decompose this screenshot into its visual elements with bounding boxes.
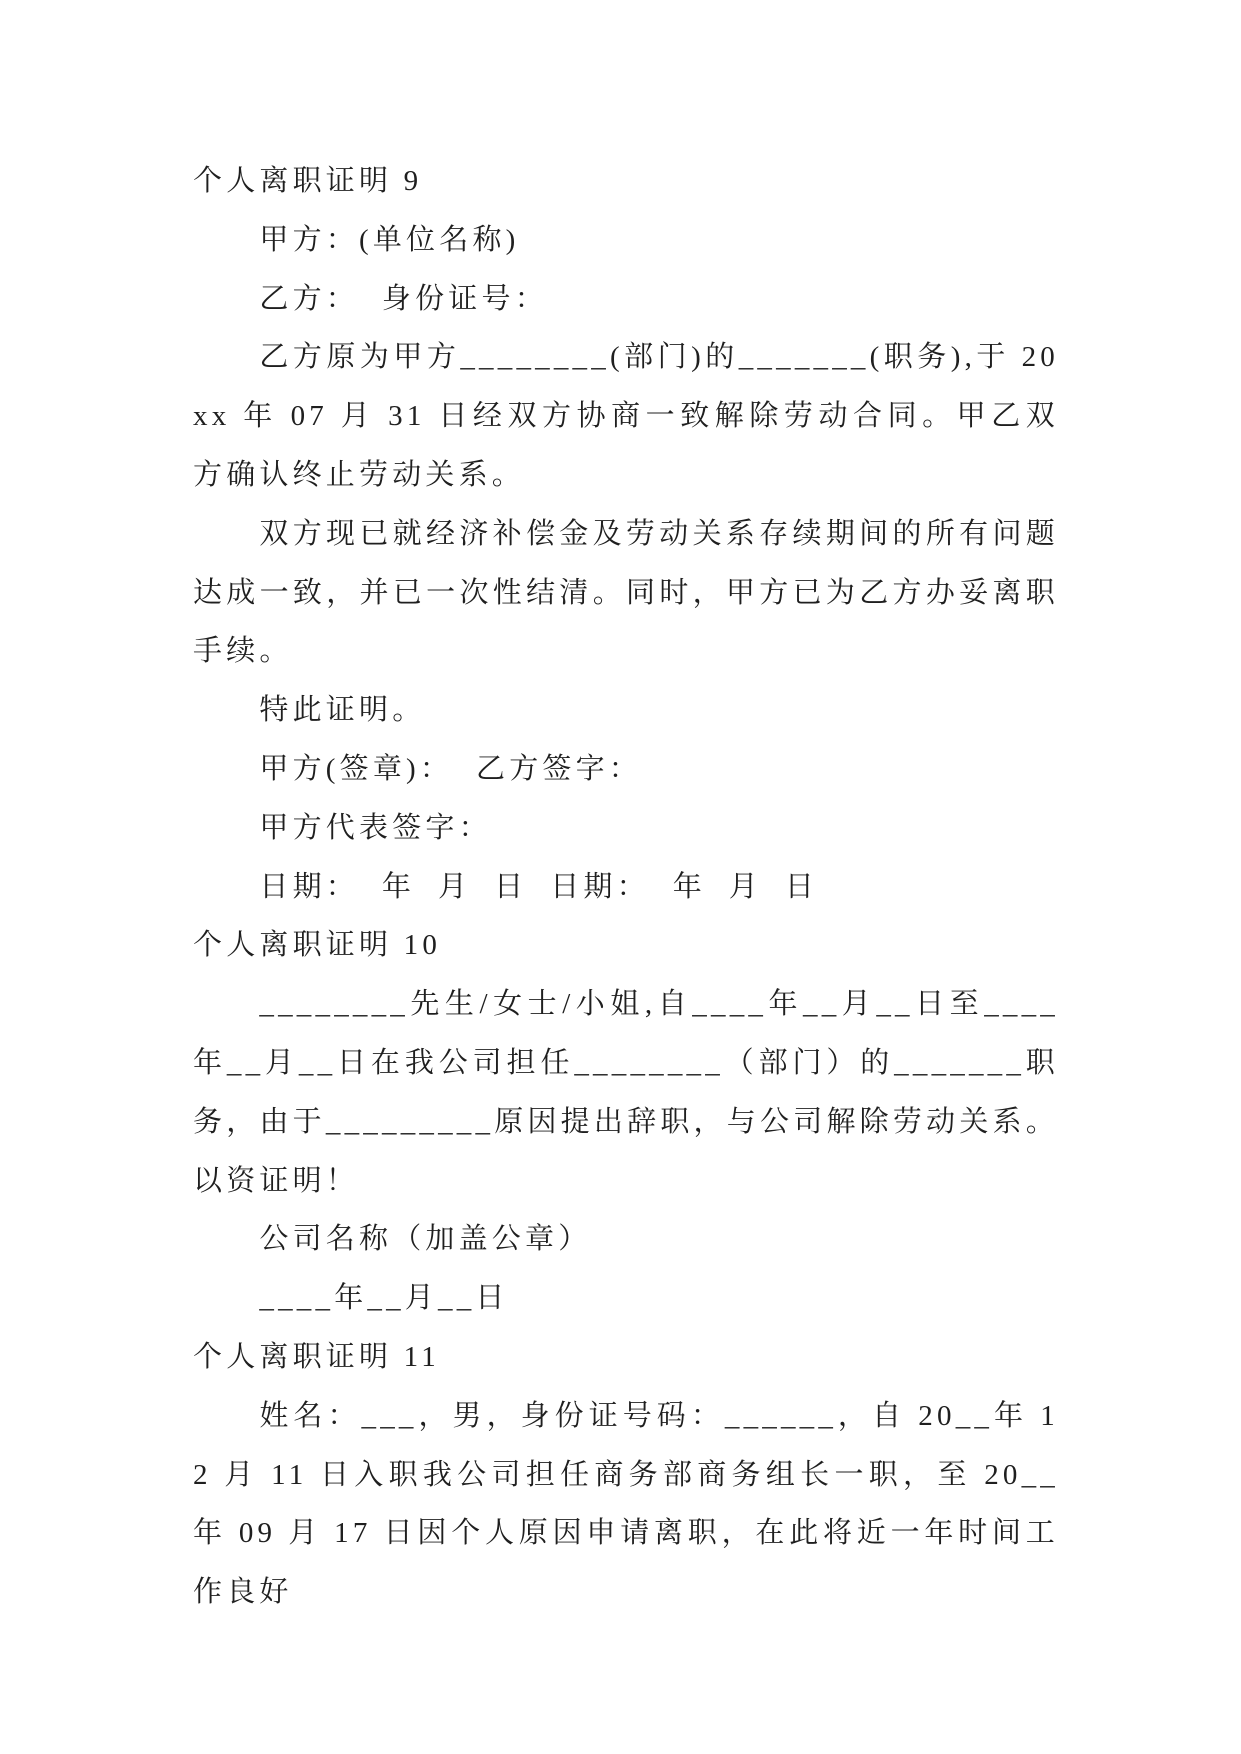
party-b-line: 乙方： 身份证号： <box>259 282 548 315</box>
section-title: 个人离职证明 10 <box>193 929 442 962</box>
certificate-9 <box>193 152 1059 916</box>
party-a-line: 甲方：(单位名称) <box>259 223 520 256</box>
resignation-paragraph: ________先生/女士/小姐,自____年__月__日至____年__月__日在我公司担任________（部门）的_______职务，由于_________原因提出辞职，与公司解除劳动关系。以资证明！ <box>193 988 1059 1197</box>
date-line: ____年__月__日 <box>259 1282 509 1315</box>
employment-termination-paragraph: 乙方原为甲方________(部门)的_______(职务),于 20xx 年 07 月 31 日经双方协商一致解除劳动合同。甲乙双方确认终止劳动关系。 <box>193 341 1059 491</box>
company-seal-line: 公司名称（加盖公章） <box>259 1223 592 1256</box>
representative-signature-line: 甲方代表签字： <box>259 811 492 844</box>
certification-statement: 特此证明。 <box>259 694 426 727</box>
section-title: 个人离职证明 11 <box>193 1340 440 1373</box>
date-line: 日期： 年 月 日 日期： 年 月 日 <box>259 870 819 903</box>
signature-line: 甲方(签章)： 乙方签字： <box>259 752 643 785</box>
settlement-paragraph: 双方现已就经济补偿金及劳动关系存续期间的所有问题达成一致，并已一次性结清。同时，甲方已为乙方办妥离职手续。 <box>193 517 1059 668</box>
certificate-10 <box>193 916 1059 1328</box>
certificate-11 <box>193 1328 1059 1622</box>
employee-details-paragraph: 姓名：___，男，身份证号码：______，自 20__年 12 月 11 日入职我公司担任商务部商务组长一职，至 20__年 09 月 17 日因个人原因申请离职，在此将近一年时间工作良好 <box>193 1399 1059 1609</box>
section-title: 个人离职证明 9 <box>193 165 423 197</box>
document-body <box>193 152 1059 1622</box>
